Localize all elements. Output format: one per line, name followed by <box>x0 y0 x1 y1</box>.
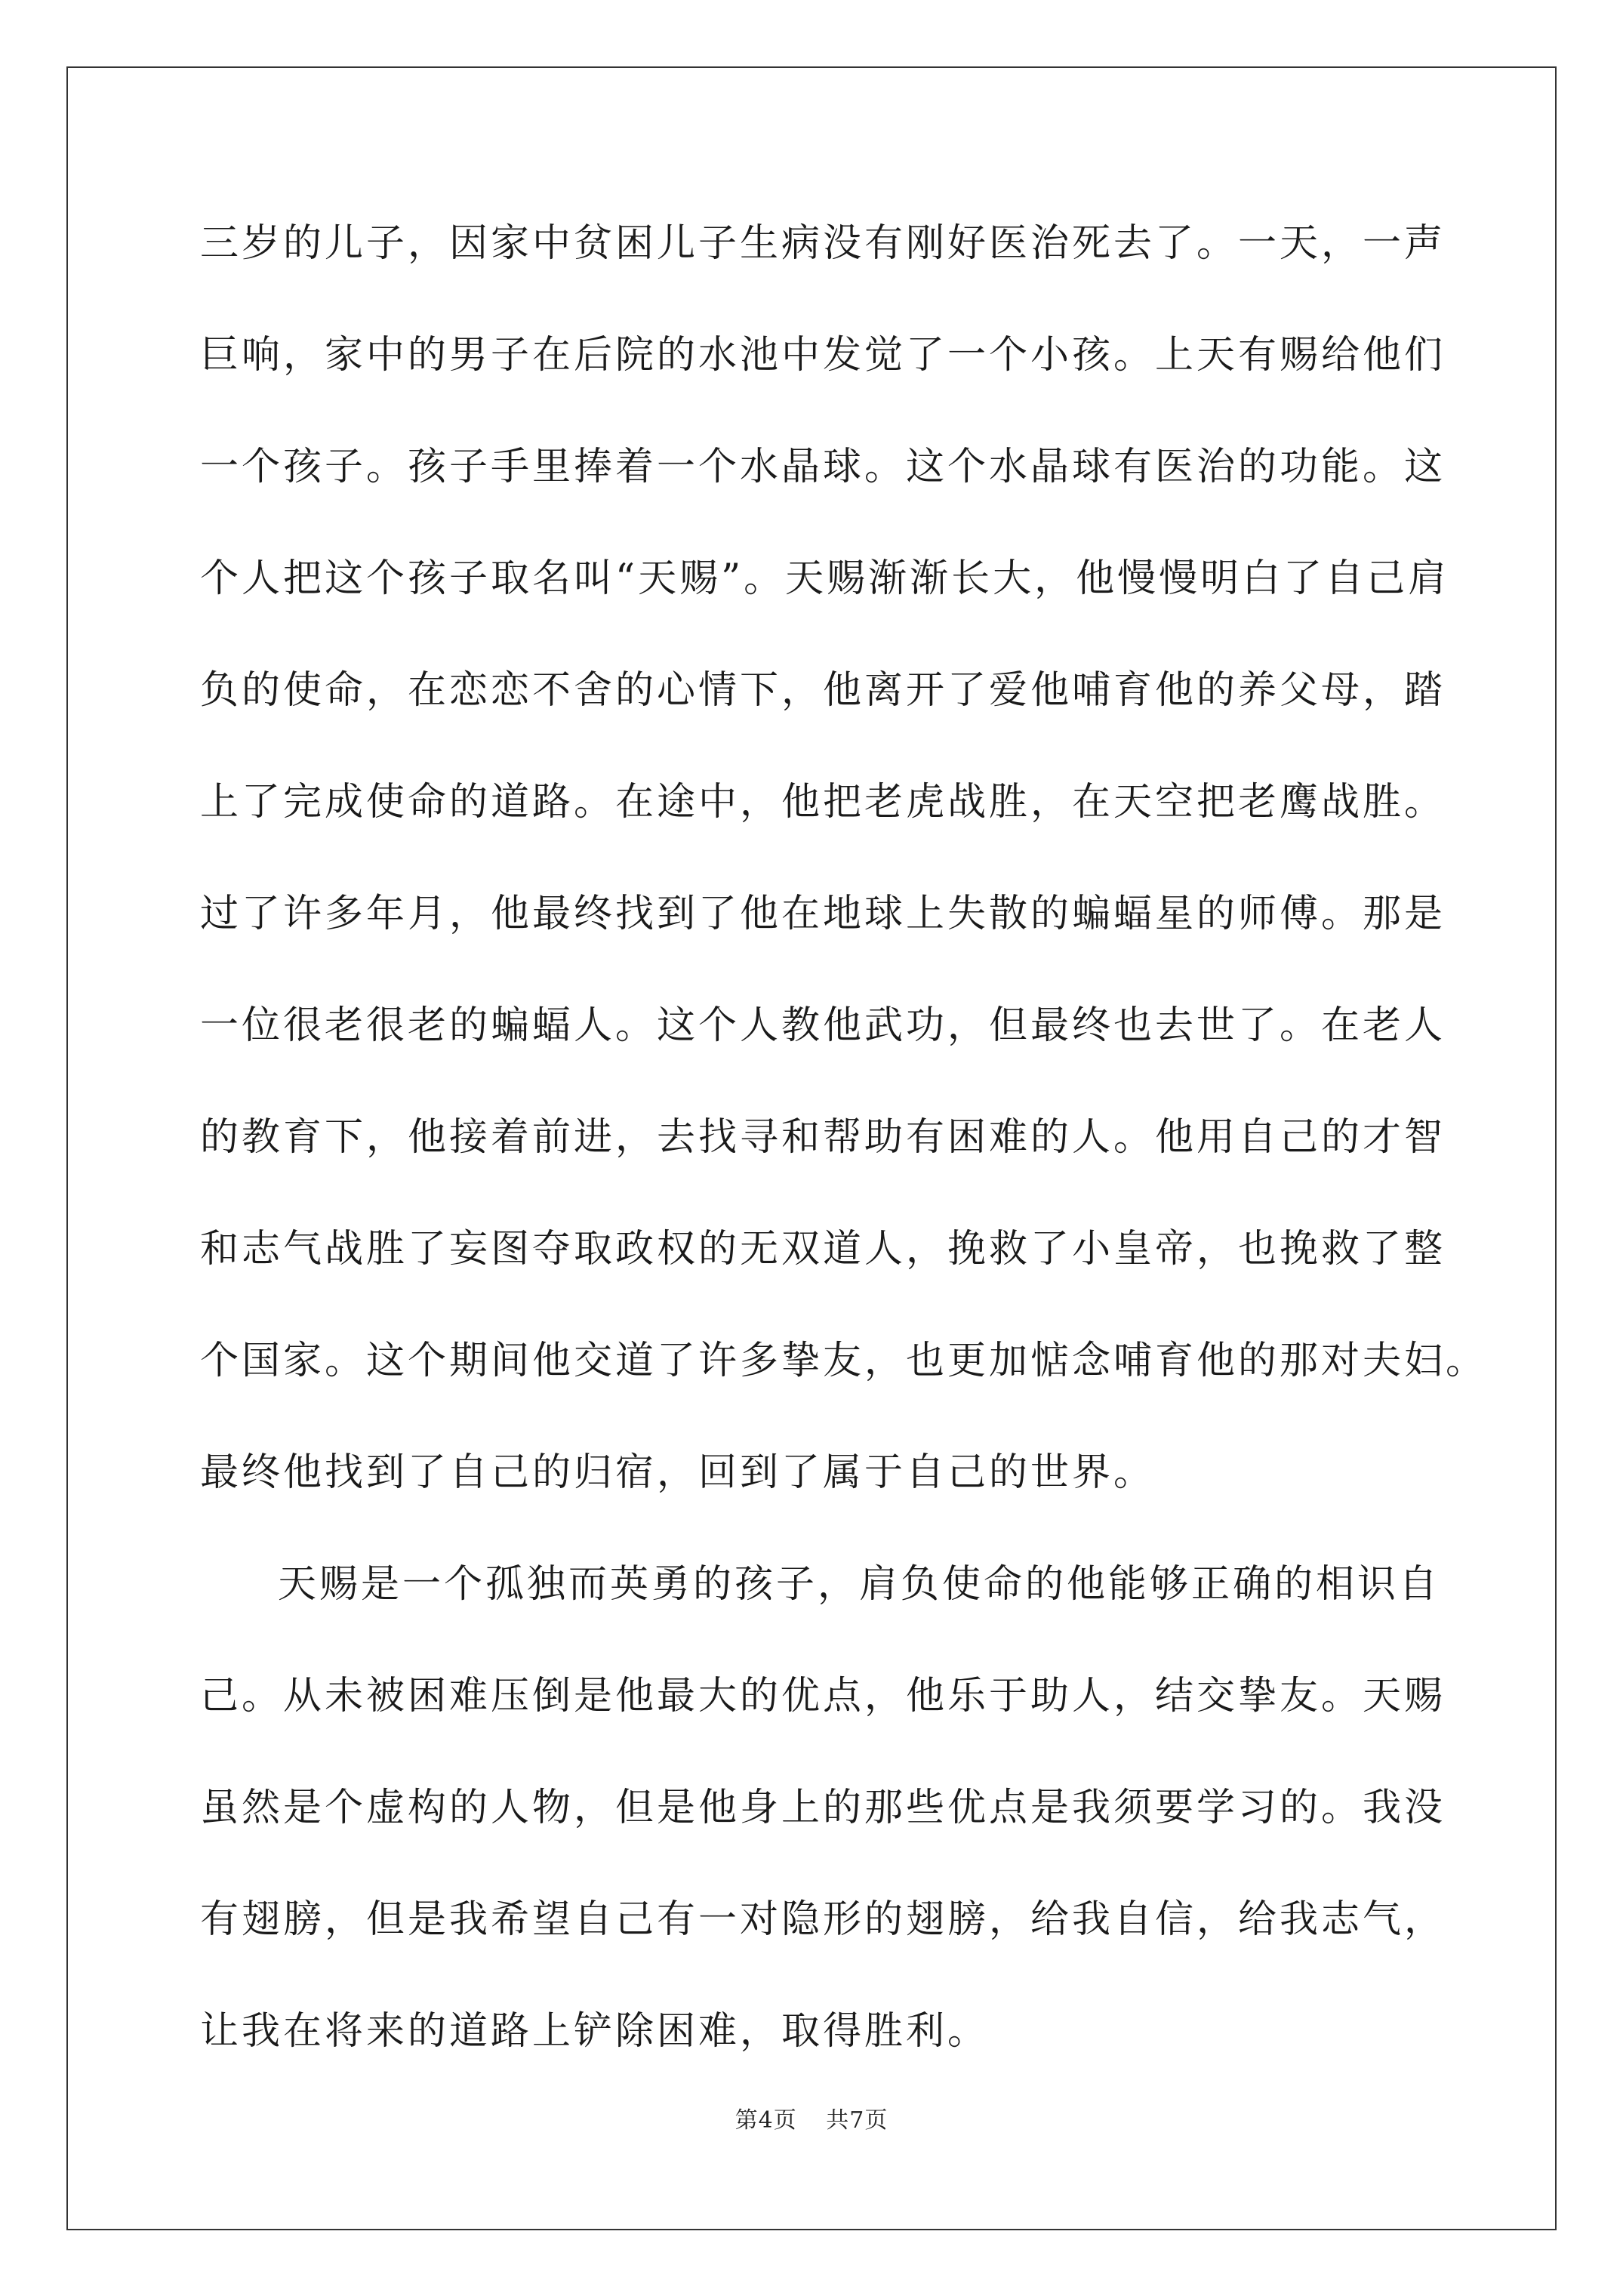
paragraph-line: 一个孩子。孩子手里捧着一个水晶球。这个水晶球有医治的功能。这 <box>200 445 1446 489</box>
paragraph-line: 三岁的儿子，因家中贫困儿子生病没有刚好医治死去了。一天，一声 <box>200 221 1446 266</box>
paragraph-line: 让我在将来的道路上铲除困难，取得胜利。 <box>200 2009 990 2054</box>
paragraph-line: 个人把这个孩子取名叫“天赐”。天赐渐渐长大，他慢慢明白了自己肩 <box>200 556 1450 601</box>
paragraph-line: 过了许多年月，他最终找到了他在地球上失散的蝙蝠星的师傅。那是 <box>200 892 1446 936</box>
paragraph-line: 一位很老很老的蝙蝠人。这个人教他武功，但最终也去世了。在老人 <box>200 1003 1446 1048</box>
paragraph-line: 个国家。这个期间他交道了许多挚友，也更加惦念哺育他的那对夫妇。 <box>200 1339 1488 1383</box>
paragraph-line: 负的使命，在恋恋不舍的心情下，他离开了爱他哺育他的养父母，踏 <box>200 668 1446 713</box>
paragraph-line: 和志气战胜了妄图夺取政权的无双道人，挽救了小皇帝，也挽救了整 <box>200 1227 1446 1271</box>
page-total: 共7页 <box>826 2107 888 2134</box>
paragraph-line: 天赐是一个孤独而英勇的孩子，肩负使命的他能够正确的相识自 <box>278 1562 1441 1607</box>
paragraph-line: 的教育下，他接着前进，去找寻和帮助有困难的人。他用自己的才智 <box>200 1115 1446 1160</box>
paragraph-line: 巨响，家中的男子在后院的水池中发觉了一个小孩。上天有赐给他们 <box>200 333 1446 378</box>
paragraph-line: 有翅膀，但是我希望自己有一对隐形的翅膀，给我自信，给我志气， <box>200 1897 1446 1942</box>
document-body <box>200 202 1488 2102</box>
paragraph-line: 上了完成使命的道路。在途中，他把老虎战胜，在天空把老鹰战胜。 <box>200 780 1446 824</box>
page-footer <box>0 2101 1623 2134</box>
paragraph-line: 己。从未被困难压倒是他最大的优点，他乐于助人，结交挚友。天赐 <box>200 1674 1446 1718</box>
paragraph-line: 最终他找到了自己的归宿，回到了属于自己的世界。 <box>200 1450 1156 1495</box>
paragraph-line: 虽然是个虚构的人物，但是他身上的那些优点是我须要学习的。我没 <box>200 1786 1446 1830</box>
page-number: 第4页 <box>735 2107 797 2134</box>
